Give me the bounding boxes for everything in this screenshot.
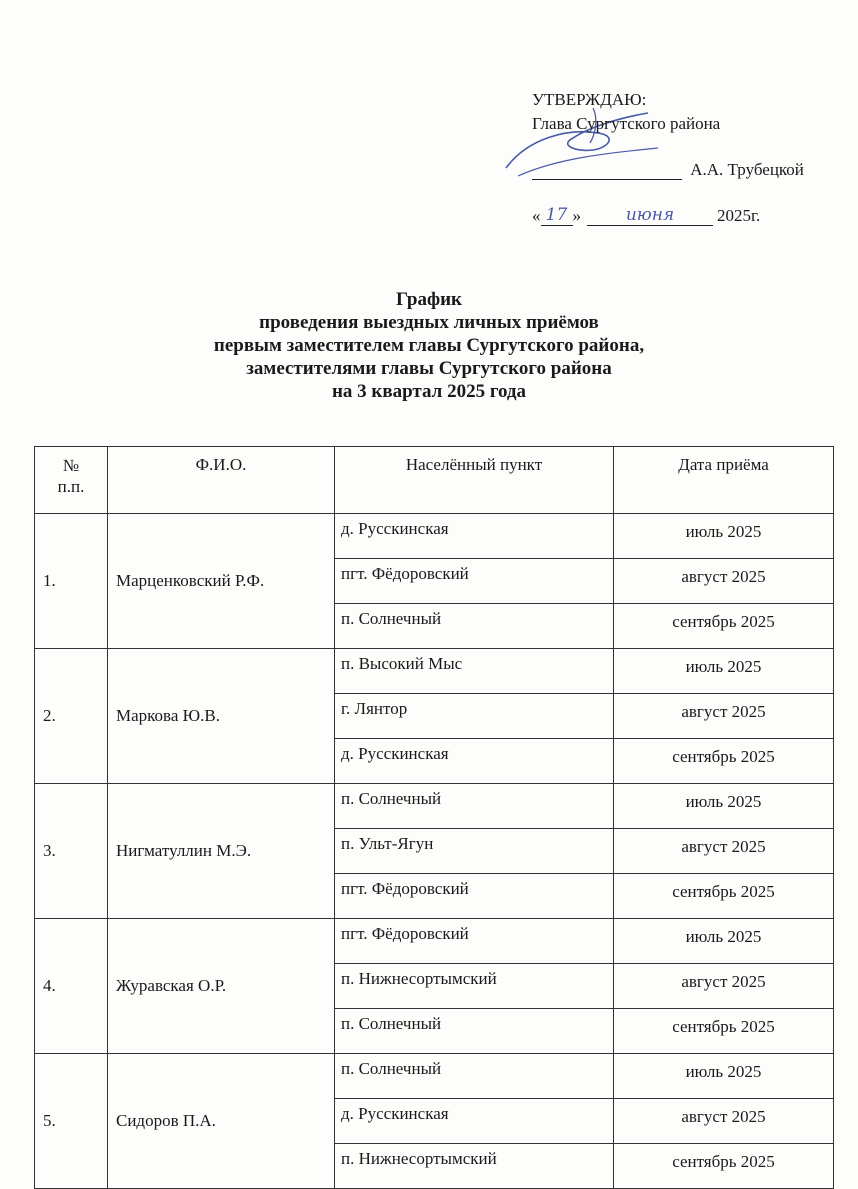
- visit-date-cell: июль 2025: [614, 919, 834, 964]
- settlement-cell: п. Ульт-Ягун: [335, 829, 614, 874]
- approval-position: Глава Сургутского района: [532, 114, 721, 133]
- table-row: [35, 919, 834, 964]
- visit-date-cell: июль 2025: [614, 784, 834, 829]
- approval-date: [532, 205, 760, 226]
- settlement-cell: д. Русскинская: [335, 1099, 614, 1144]
- visit-date-cell: июль 2025: [614, 1054, 834, 1099]
- visit-date-cell: сентябрь 2025: [614, 1144, 834, 1189]
- settlement-cell: д. Русскинская: [335, 514, 614, 559]
- table-body: [35, 514, 834, 1189]
- header-num: [35, 447, 108, 514]
- title-line-2: проведения выездных личных приёмов: [259, 312, 599, 333]
- date-open-quote: «: [532, 206, 541, 225]
- official-name: Журавская О.Р.: [108, 919, 335, 1054]
- row-number: 2.: [35, 649, 108, 784]
- document-title: [0, 288, 858, 403]
- visit-date-cell: сентябрь 2025: [614, 874, 834, 919]
- row-number: 5.: [35, 1054, 108, 1189]
- visit-date-cell: сентябрь 2025: [614, 1009, 834, 1054]
- visit-date-cell: сентябрь 2025: [614, 739, 834, 784]
- approver-name: А.А. Трубецкой: [690, 160, 804, 179]
- visit-date-cell: август 2025: [614, 694, 834, 739]
- settlement-cell: пгт. Фёдоровский: [335, 919, 614, 964]
- header-place: Населённый пункт: [335, 447, 614, 514]
- settlement-cell: г. Лянтор: [335, 694, 614, 739]
- header-num-line2: п.п.: [57, 477, 85, 496]
- date-close-quote: »: [572, 206, 581, 225]
- row-number: 3.: [35, 784, 108, 919]
- header-fio: Ф.И.О.: [108, 447, 335, 514]
- official-name: Марценковский Р.Ф.: [108, 514, 335, 649]
- settlement-cell: п. Высокий Мыс: [335, 649, 614, 694]
- official-name: Сидоров П.А.: [108, 1054, 335, 1189]
- settlement-cell: п. Нижнесортымский: [335, 964, 614, 1009]
- visit-date-cell: июль 2025: [614, 514, 834, 559]
- table-row: [35, 1054, 834, 1099]
- title-line-5: на 3 квартал 2025 года: [331, 381, 527, 402]
- official-name: Нигматуллин М.Э.: [108, 784, 335, 919]
- table-header-row: [35, 447, 834, 514]
- signature-underline: [532, 161, 682, 180]
- visit-date-cell: сентябрь 2025: [614, 604, 834, 649]
- schedule-table: [34, 446, 834, 1189]
- visit-date-cell: июль 2025: [614, 649, 834, 694]
- header-num-line1: №: [62, 456, 80, 475]
- date-month: июня: [625, 205, 675, 225]
- visit-date-cell: август 2025: [614, 559, 834, 604]
- settlement-cell: пгт. Фёдоровский: [335, 559, 614, 604]
- row-number: 4.: [35, 919, 108, 1054]
- row-number: 1.: [35, 514, 108, 649]
- visit-date-cell: август 2025: [614, 829, 834, 874]
- date-day: 17: [545, 205, 568, 225]
- visit-date-cell: август 2025: [614, 964, 834, 1009]
- settlement-cell: пгт. Фёдоровский: [335, 874, 614, 919]
- table-row: [35, 514, 834, 559]
- settlement-cell: п. Солнечный: [335, 1054, 614, 1099]
- approval-heading: УТВЕРЖДАЮ:: [532, 90, 647, 109]
- settlement-cell: п. Солнечный: [335, 1009, 614, 1054]
- title-line-3: первым заместителем главы Сургутского района,: [213, 335, 645, 356]
- table-row: [35, 784, 834, 829]
- title-line-1: График: [396, 289, 462, 310]
- settlement-cell: д. Русскинская: [335, 739, 614, 784]
- settlement-cell: п. Солнечный: [335, 784, 614, 829]
- official-name: Маркова Ю.В.: [108, 649, 335, 784]
- date-year: 2025г.: [717, 206, 761, 225]
- table-row: [35, 649, 834, 694]
- settlement-cell: п. Нижнесортымский: [335, 1144, 614, 1189]
- title-line-4: заместителями главы Сургутского района: [246, 358, 612, 379]
- header-date: Дата приёма: [614, 447, 834, 514]
- settlement-cell: п. Солнечный: [335, 604, 614, 649]
- visit-date-cell: август 2025: [614, 1099, 834, 1144]
